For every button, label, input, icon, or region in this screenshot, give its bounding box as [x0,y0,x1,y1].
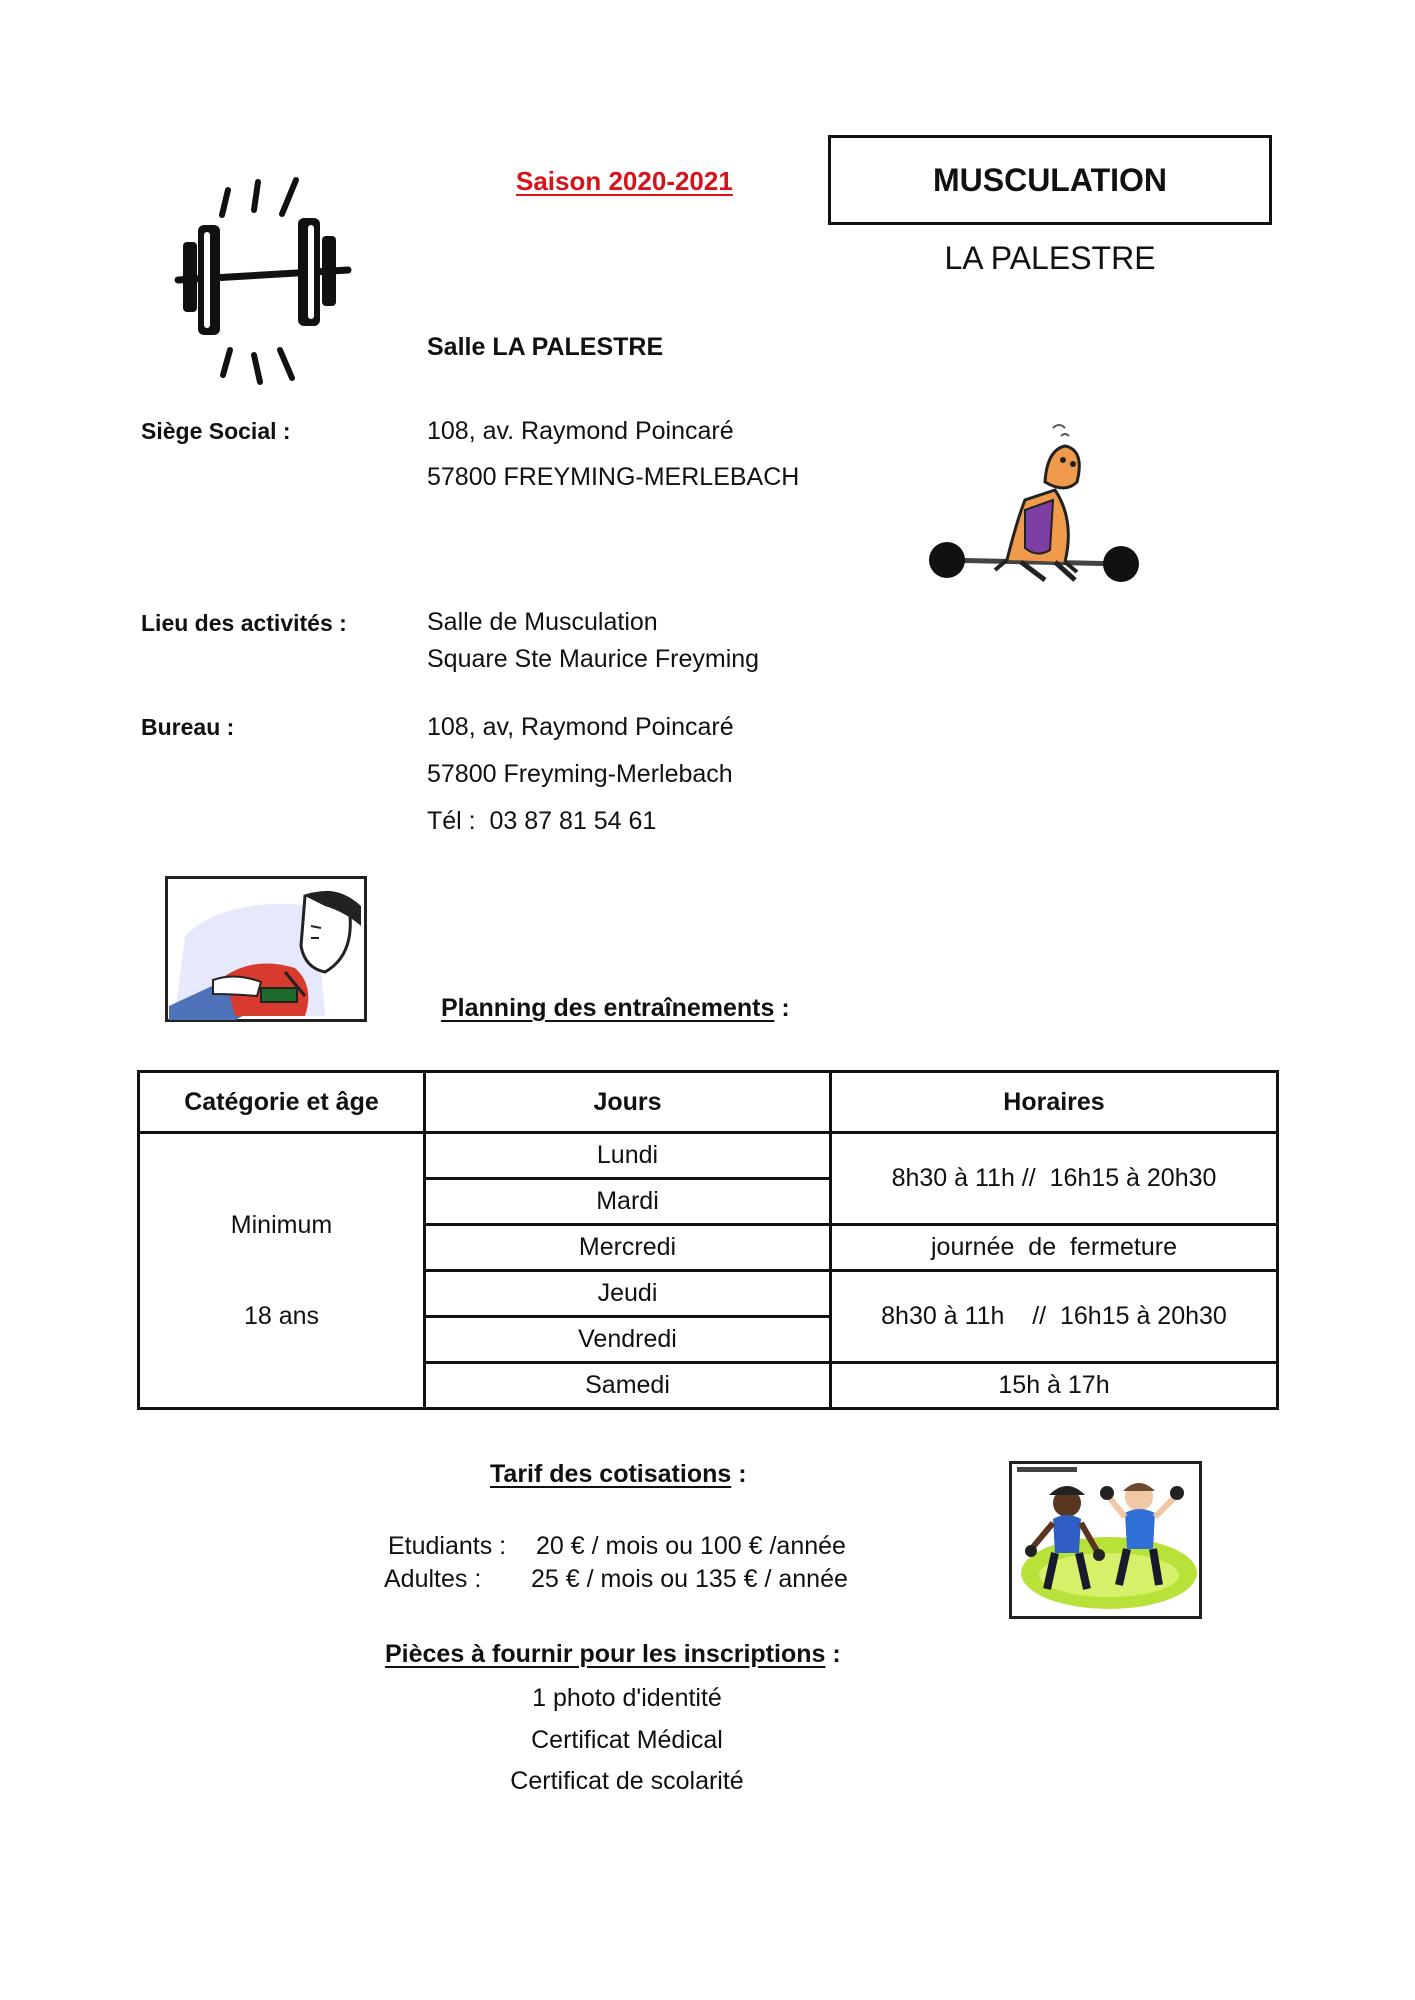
pieces-heading: Pièces à fournir pour les inscriptions [385,1640,826,1668]
weightlifter-icon [925,420,1145,600]
tarif-heading: Tarif des cotisations [490,1460,732,1488]
pieces-heading-suffix: : [825,1640,841,1668]
hours-sat: 15h à 17h [831,1363,1278,1409]
tarif-students-value: 20 € / mois ou 100 € /année [536,1532,846,1560]
planning-heading-wrap [441,994,790,1023]
tarif-heading-wrap [490,1460,747,1489]
page-subtitle: LA PALESTRE [944,240,1156,276]
planning-heading: Planning des entraînements [441,994,775,1022]
day-cell: Mercredi [425,1225,831,1271]
bureau-label: Bureau : [141,714,235,740]
lieu-line1: Salle de Musculation [427,608,658,636]
tarif-adults-label: Adultes : [384,1565,482,1593]
pieces-item: Certificat de scolarité [510,1767,744,1795]
bureau-line1: 108, av, Raymond Poincaré [427,713,734,741]
fitness-couple-image [1009,1461,1202,1619]
siege-label: Siège Social : [141,418,291,444]
col-header-hours: Horaires [831,1072,1278,1133]
planning-heading-suffix: : [774,994,790,1022]
season-label: Saison 2020-2021 [516,166,733,196]
col-header-days: Jours [425,1072,831,1133]
siege-address-line2: 57800 FREYMING-MERLEBACH [427,463,800,491]
siege-address-line1: 108, av. Raymond Poincaré [427,417,734,445]
category-cell [139,1133,425,1409]
tarif-adults-value: 25 € / mois ou 135 € / année [531,1565,848,1593]
page-title: MUSCULATION [828,135,1272,225]
category-age: 18 ans [243,1301,320,1330]
day-cell: Lundi [425,1133,831,1179]
bureau-phone: Tél : 03 87 81 54 61 [427,807,657,835]
day-cell: Samedi [425,1363,831,1409]
dumbbell-icon [168,170,358,395]
hours-wed: journée de fermeture [831,1225,1278,1271]
venue-name: Salle LA PALESTRE [427,333,664,361]
lieu-line2: Square Ste Maurice Freyming [427,645,760,673]
day-cell: Mardi [425,1179,831,1225]
tarif-heading-suffix: : [731,1460,747,1488]
hours-thu-fri: 8h30 à 11h // 16h15 à 20h30 [831,1271,1278,1363]
col-header-category: Catégorie et âge [139,1072,425,1133]
hours-mon-tue: 8h30 à 11h // 16h15 à 20h30 [831,1133,1278,1225]
pieces-item: Certificat Médical [531,1726,723,1754]
pieces-item: 1 photo d'identité [532,1684,722,1712]
lieu-label: Lieu des activités : [141,610,347,636]
pieces-heading-wrap [385,1640,841,1669]
thinking-man-image [165,876,367,1022]
bureau-line2: 57800 Freyming-Merlebach [427,760,733,788]
planning-table [137,1070,1279,1410]
day-cell: Vendredi [425,1317,831,1363]
day-cell: Jeudi [425,1271,831,1317]
tarif-students-label: Etudiants : [388,1532,507,1560]
category-min: Minimum [230,1210,333,1239]
